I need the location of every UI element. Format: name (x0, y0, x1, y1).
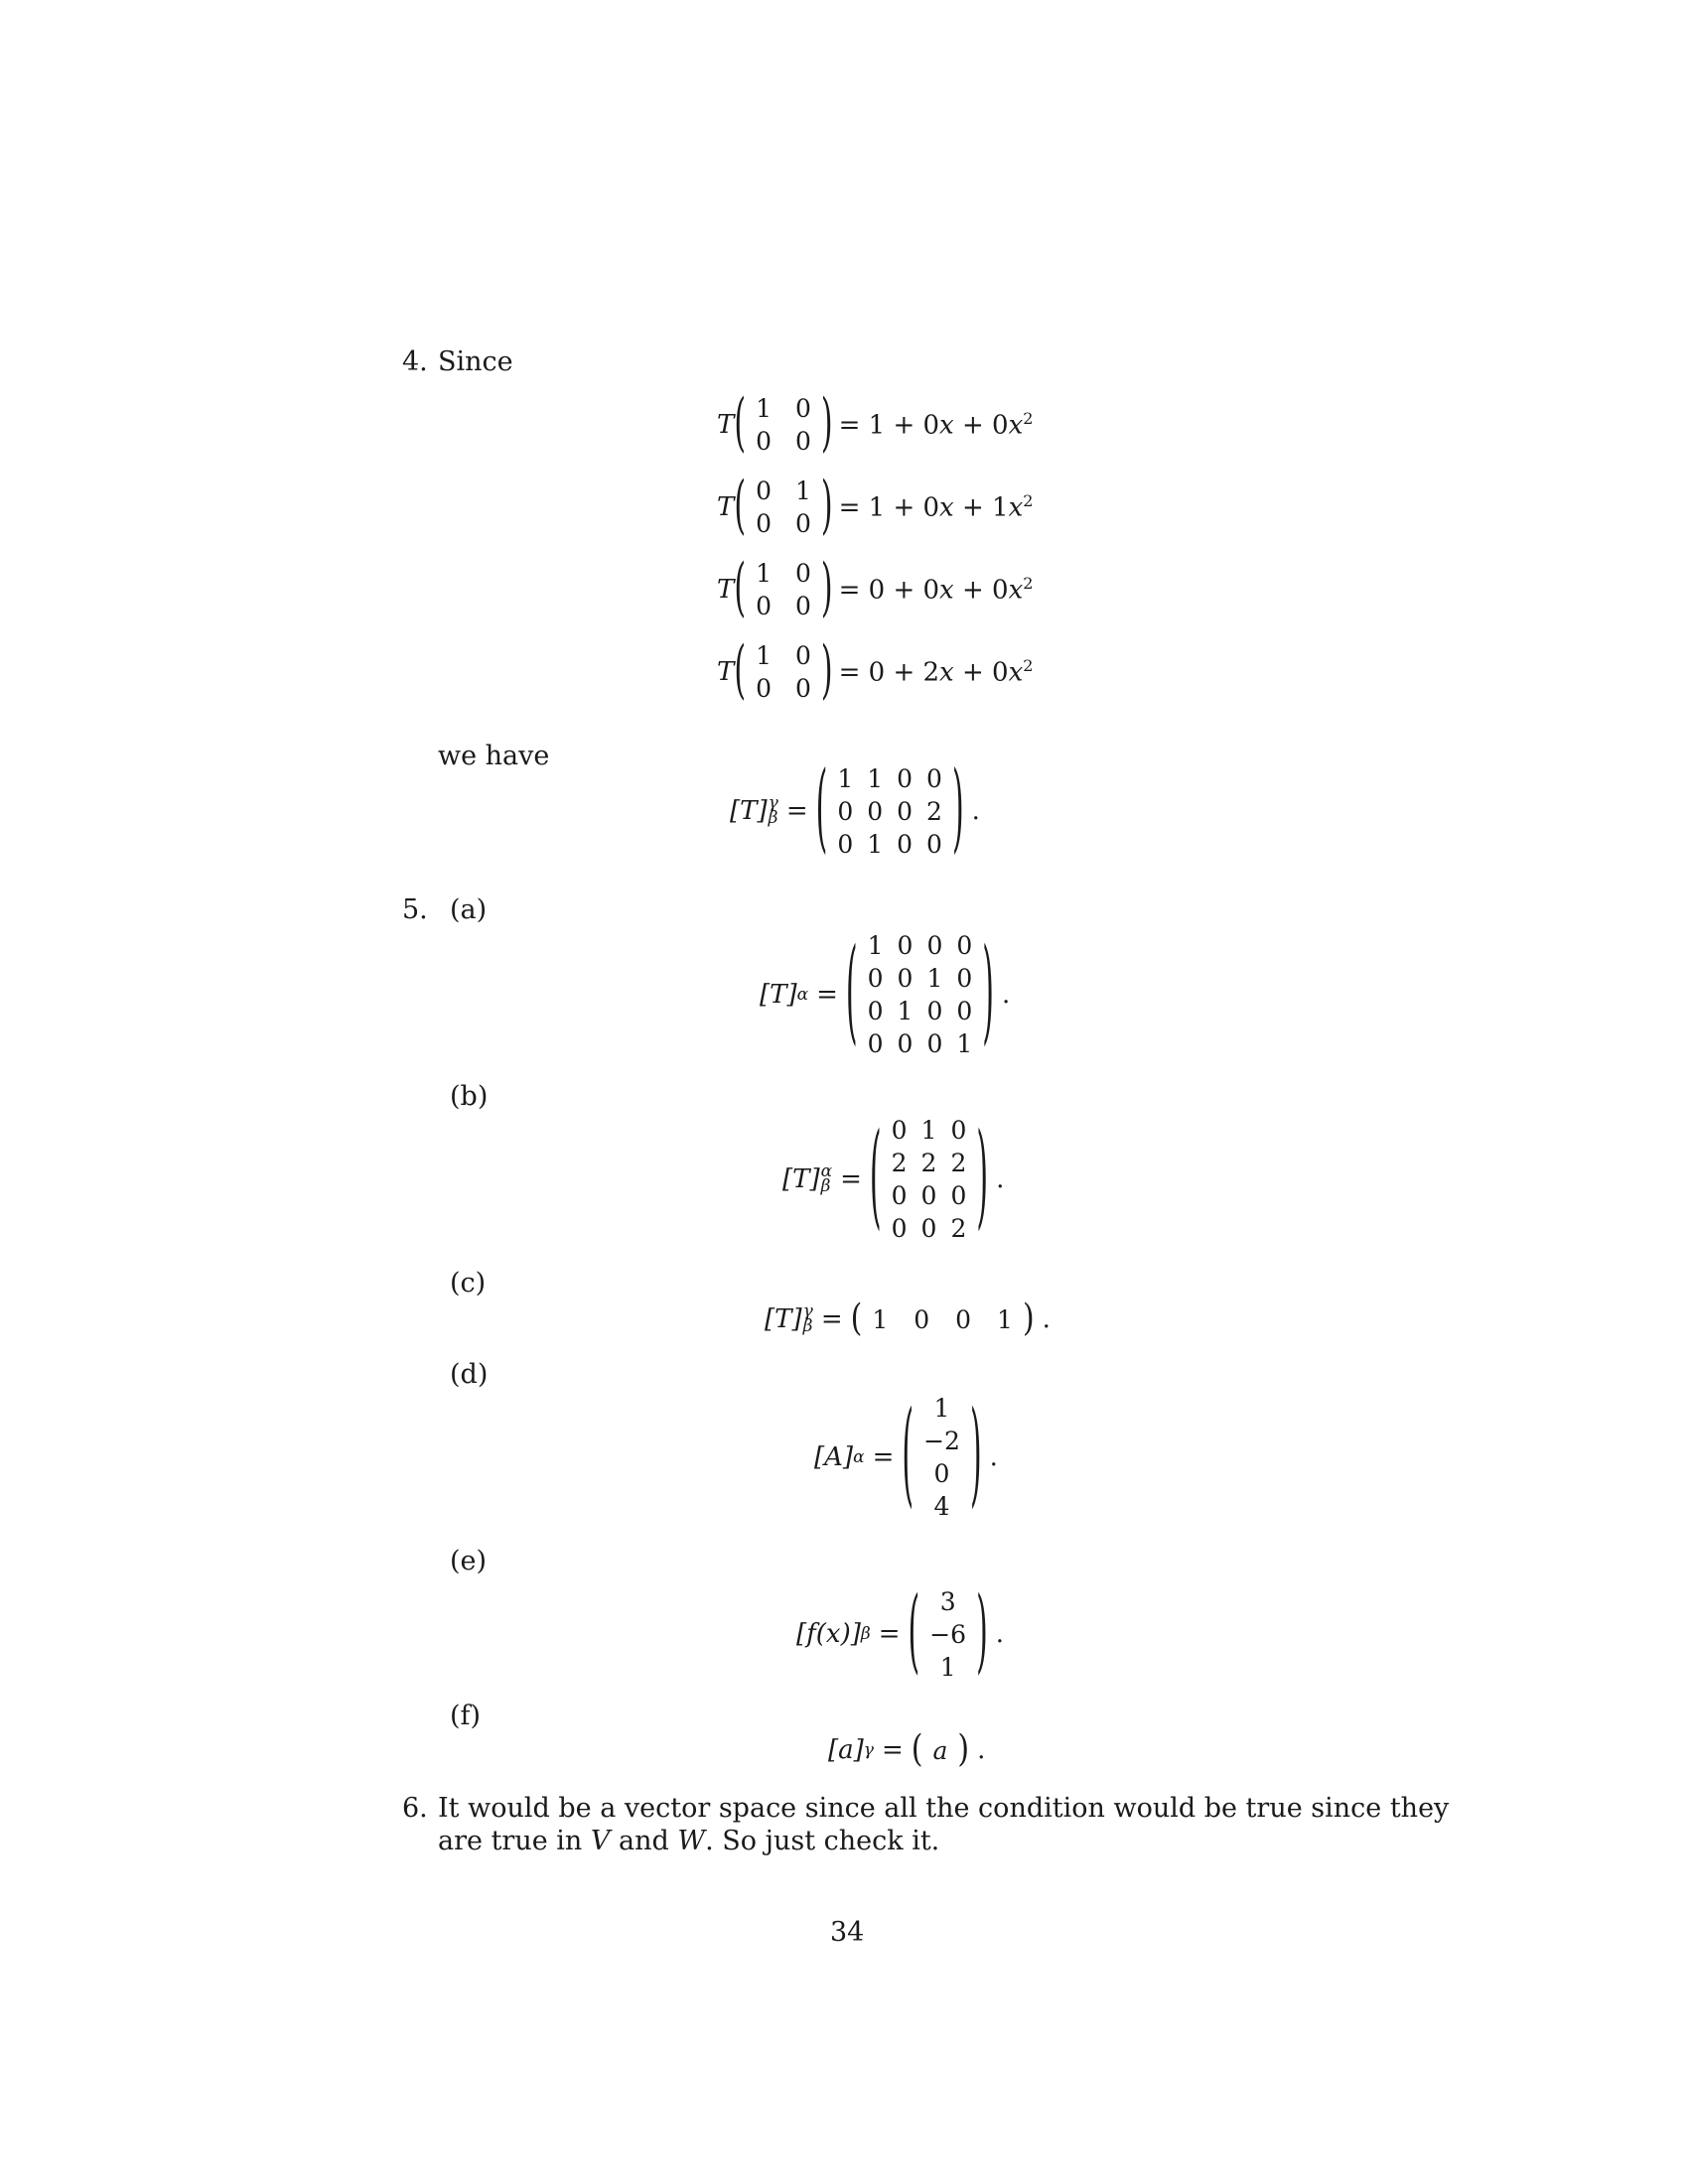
variable-x: x (1008, 575, 1024, 606)
part-e-vector (908, 1578, 988, 1687)
rhs-part: = 0 + 0 (838, 575, 940, 606)
matrix-lhs-sub: β (802, 1316, 813, 1336)
matrix-entry: 2 (950, 1214, 967, 1243)
matrix-T-alpha-beta (782, 1111, 1005, 1244)
polynomial-rhs (839, 656, 1034, 688)
matrix-entry: 2 (926, 796, 942, 826)
right-paren: ) (1022, 1297, 1035, 1341)
part-d-vector (902, 1391, 981, 1524)
transformation-row (717, 469, 1034, 544)
variable-x: x (1008, 657, 1024, 688)
equals-sign: = (816, 980, 838, 1010)
symbol-V: V (590, 1826, 611, 1856)
matrix-lhs: [T] (765, 1304, 802, 1334)
period: . (989, 1442, 998, 1472)
page-number: 34 (830, 1917, 865, 1948)
matrix-entry: 0 (926, 829, 942, 859)
matrix-entry: 0 (794, 509, 811, 538)
variable-x: x (939, 492, 954, 523)
part-b-matrix (870, 1113, 988, 1246)
exponent: 2 (1023, 656, 1034, 676)
matrix-entry: 1 (872, 1304, 889, 1334)
problem-5-label: 5. (402, 894, 428, 925)
right-paren: ) (820, 551, 833, 626)
matrix-entry: 0 (926, 763, 942, 793)
part-a-matrix (846, 928, 994, 1061)
transformation-row (717, 551, 1034, 626)
matrix-entry: 0 (794, 394, 811, 423)
matrix-entry: 0 (956, 931, 973, 960)
operator-T: T (717, 492, 735, 522)
matrix-entry: 1 (867, 763, 884, 793)
matrix-entry: 0 (867, 964, 884, 993)
matrix-T-alpha (760, 926, 1011, 1059)
matrix-entry: −2 (923, 1427, 960, 1455)
period: . (1042, 1304, 1051, 1334)
exponent: 2 (1023, 409, 1034, 429)
transformation-row (717, 633, 1034, 709)
matrix-lhs: [T] (782, 1164, 820, 1194)
matrix-entry: 1 (920, 1116, 937, 1145)
right-paren: ) (976, 1578, 988, 1687)
right-paren: ) (820, 633, 833, 709)
matrix-lhs-sup: γ (802, 1301, 813, 1321)
problem-6-label: 6. (402, 1793, 428, 1824)
matrix-entry: 0 (837, 829, 854, 859)
right-paren: ) (951, 752, 964, 867)
matrix-entry: 0 (926, 1029, 943, 1058)
problem-4-label: 4. (402, 346, 428, 377)
matrix-entry: 1 (756, 559, 772, 588)
left-paren: ( (734, 469, 747, 544)
matrix-entry: 0 (756, 427, 772, 456)
matrix-entry: 1 (867, 931, 884, 960)
left-paren: ( (734, 551, 747, 626)
rhs-part: + 1 (953, 492, 1009, 523)
matrix-entry: 0 (897, 796, 914, 826)
part-f-label: (f) (450, 1701, 482, 1731)
matrix-entry: 0 (897, 1029, 914, 1058)
matrix-entry: 0 (926, 931, 943, 960)
equals-sign: = (840, 1164, 862, 1194)
line-2-text-c: . So just check it. (705, 1826, 940, 1856)
matrix-entry: 0 (794, 427, 811, 456)
matrix-entry: 0 (926, 997, 943, 1025)
period: . (996, 1164, 1005, 1194)
right-paren: ) (976, 1111, 989, 1244)
matrix-entry: 0 (897, 829, 914, 859)
matrix-entry: 0 (891, 1181, 908, 1210)
matrix-entry: 1 (756, 394, 772, 423)
operator-T: T (717, 410, 735, 440)
matrix-lhs-sub: α (796, 985, 809, 1005)
right-paren: ) (820, 469, 833, 544)
period: . (977, 1735, 986, 1765)
line-2-text-a: are true in (438, 1826, 591, 1856)
part-c-label: (c) (450, 1268, 487, 1298)
matrix-entry: 2 (891, 1149, 908, 1177)
variable-x: x (1008, 492, 1024, 523)
period: . (971, 796, 980, 826)
equals-sign: = (878, 1619, 901, 1649)
right-paren: ) (957, 1727, 970, 1772)
left-paren: ( (734, 386, 747, 462)
input-matrix (734, 386, 833, 462)
matrix-entry: 1 (926, 964, 943, 993)
matrix-entry: 1 (956, 1029, 973, 1058)
matrix-entry: 3 (939, 1586, 956, 1616)
variable-x: x (939, 575, 954, 606)
rhs-part: = 1 + 0 (838, 410, 940, 441)
matrix-entry: a (932, 1735, 948, 1765)
matrix-entry: 0 (756, 592, 772, 620)
symbol-W: W (677, 1826, 706, 1856)
left-paren: ( (902, 1389, 914, 1522)
matrix-entry: 0 (794, 641, 811, 670)
matrix-entry: 0 (794, 559, 811, 588)
equals-sign: = (785, 796, 808, 826)
matrix-entry: 0 (897, 931, 914, 960)
left-paren: ( (911, 1727, 923, 1772)
polynomial-rhs (839, 409, 1034, 441)
vector-A-alpha (814, 1389, 998, 1522)
left-paren: ( (734, 633, 747, 709)
matrix-entry: 1 (837, 763, 854, 793)
equals-sign: = (872, 1442, 895, 1472)
vector-lhs: [A] (814, 1442, 854, 1472)
part-e-label: (e) (450, 1546, 488, 1576)
part-b-label: (b) (450, 1081, 489, 1112)
matrix-T-gamma-beta-p4 (730, 752, 980, 867)
vector-lhs: [a] (828, 1735, 864, 1765)
matrix-entry: 0 (897, 964, 914, 993)
vector-lhs-sub: γ (863, 1740, 874, 1760)
left-paren: ( (850, 1297, 863, 1341)
vector-lhs: [f(x)] (796, 1619, 861, 1649)
matrix-entry: 1 (756, 641, 772, 670)
matrix-entry: 0 (891, 1116, 908, 1145)
line-2-text-b: and (610, 1826, 678, 1856)
rhs-part: = 1 + 0 (838, 492, 940, 523)
input-matrix (734, 469, 833, 544)
matrix-T-gamma-beta-p5c (765, 1298, 1051, 1340)
problem-4-intro: Since (438, 346, 513, 377)
problem-6-line-2 (438, 1825, 939, 1858)
part-f-vector (911, 1727, 970, 1772)
matrix-entry: 1 (867, 829, 884, 859)
matrix-entry: 0 (867, 997, 884, 1025)
transformation-row (717, 386, 1034, 462)
matrix-entry: 1 (794, 477, 811, 505)
vector-a-gamma (828, 1729, 985, 1771)
matrix-entry: 0 (891, 1214, 908, 1243)
left-paren: ( (845, 926, 858, 1059)
matrix-entry: 0 (920, 1181, 937, 1210)
rhs-part: + 0 (953, 657, 1009, 688)
equals-sign: = (881, 1735, 904, 1765)
polynomial-rhs (839, 491, 1034, 523)
matrix-entry: 0 (867, 1029, 884, 1058)
matrix-entry: 0 (756, 674, 772, 703)
matrix-entry: −6 (929, 1619, 967, 1649)
matrix-lhs-sub: β (768, 808, 778, 828)
left-paren: ( (815, 752, 828, 867)
we-have-text: we have (438, 741, 550, 771)
matrix-entry: 0 (897, 763, 914, 793)
matrix-entry: 0 (920, 1214, 937, 1243)
matrix-entry: 0 (950, 1181, 967, 1210)
input-matrix (734, 551, 833, 626)
variable-x: x (1008, 410, 1024, 441)
variable-x: x (939, 410, 954, 441)
variable-x: x (939, 657, 954, 688)
rhs-part: + 0 (953, 410, 1009, 441)
vector-f-beta (796, 1578, 1005, 1687)
input-matrix (734, 633, 833, 709)
period: . (1001, 980, 1011, 1010)
right-paren: ) (820, 386, 833, 462)
matrix-entry: 0 (956, 997, 973, 1025)
part-d-label: (d) (450, 1359, 489, 1390)
matrix-lhs: [T] (760, 980, 797, 1010)
right-paren: ) (969, 1389, 982, 1522)
left-paren: ( (908, 1578, 920, 1687)
equals-sign: = (820, 1304, 843, 1334)
matrix-entry: 0 (756, 477, 772, 505)
left-paren: ( (869, 1111, 882, 1244)
period: . (995, 1619, 1005, 1649)
matrix-entry: 0 (914, 1304, 930, 1334)
matrix-entry: 0 (867, 796, 884, 826)
vector-lhs-sub: β (860, 1624, 871, 1644)
matrix-entry: 2 (950, 1149, 967, 1177)
exponent: 2 (1023, 491, 1034, 511)
matrix-entry: 0 (956, 964, 973, 993)
exponent: 2 (1023, 574, 1034, 594)
part-a-label: (a) (450, 894, 488, 925)
rhs-part: = 0 + 2 (838, 657, 940, 688)
matrix-entry: 0 (950, 1116, 967, 1145)
matrix-entry: 0 (756, 509, 772, 538)
matrix-entry: 1 (939, 1652, 956, 1682)
matrix-entry: 0 (794, 674, 811, 703)
matrix-entry: 1 (997, 1304, 1013, 1334)
matrix-entry: 1 (897, 997, 914, 1025)
matrix-entry: 0 (955, 1304, 972, 1334)
right-paren: ) (982, 926, 994, 1059)
matrix-entry: 4 (933, 1492, 950, 1521)
polynomial-rhs (839, 574, 1034, 606)
matrix-entry: 1 (933, 1394, 950, 1423)
matrix-entry: 0 (837, 796, 854, 826)
matrix-entry: 2 (920, 1149, 937, 1177)
operator-T: T (717, 575, 735, 605)
problem-6-line-1: It would be a vector space since all the condition would be true since they (438, 1793, 1450, 1824)
matrix-lhs-sup: γ (768, 793, 778, 813)
operator-T: T (717, 657, 735, 687)
matrix-entry: 0 (933, 1459, 950, 1488)
vector-lhs-sub: α (853, 1447, 865, 1467)
rhs-part: + 0 (953, 575, 1009, 606)
matrix-entry: 0 (794, 592, 811, 620)
matrix-lhs-sub: β (820, 1176, 831, 1196)
part-c-matrix (850, 1297, 1035, 1341)
result-matrix (815, 752, 964, 867)
matrix-lhs: [T] (730, 796, 768, 826)
matrix-lhs-sup: α (820, 1161, 833, 1181)
